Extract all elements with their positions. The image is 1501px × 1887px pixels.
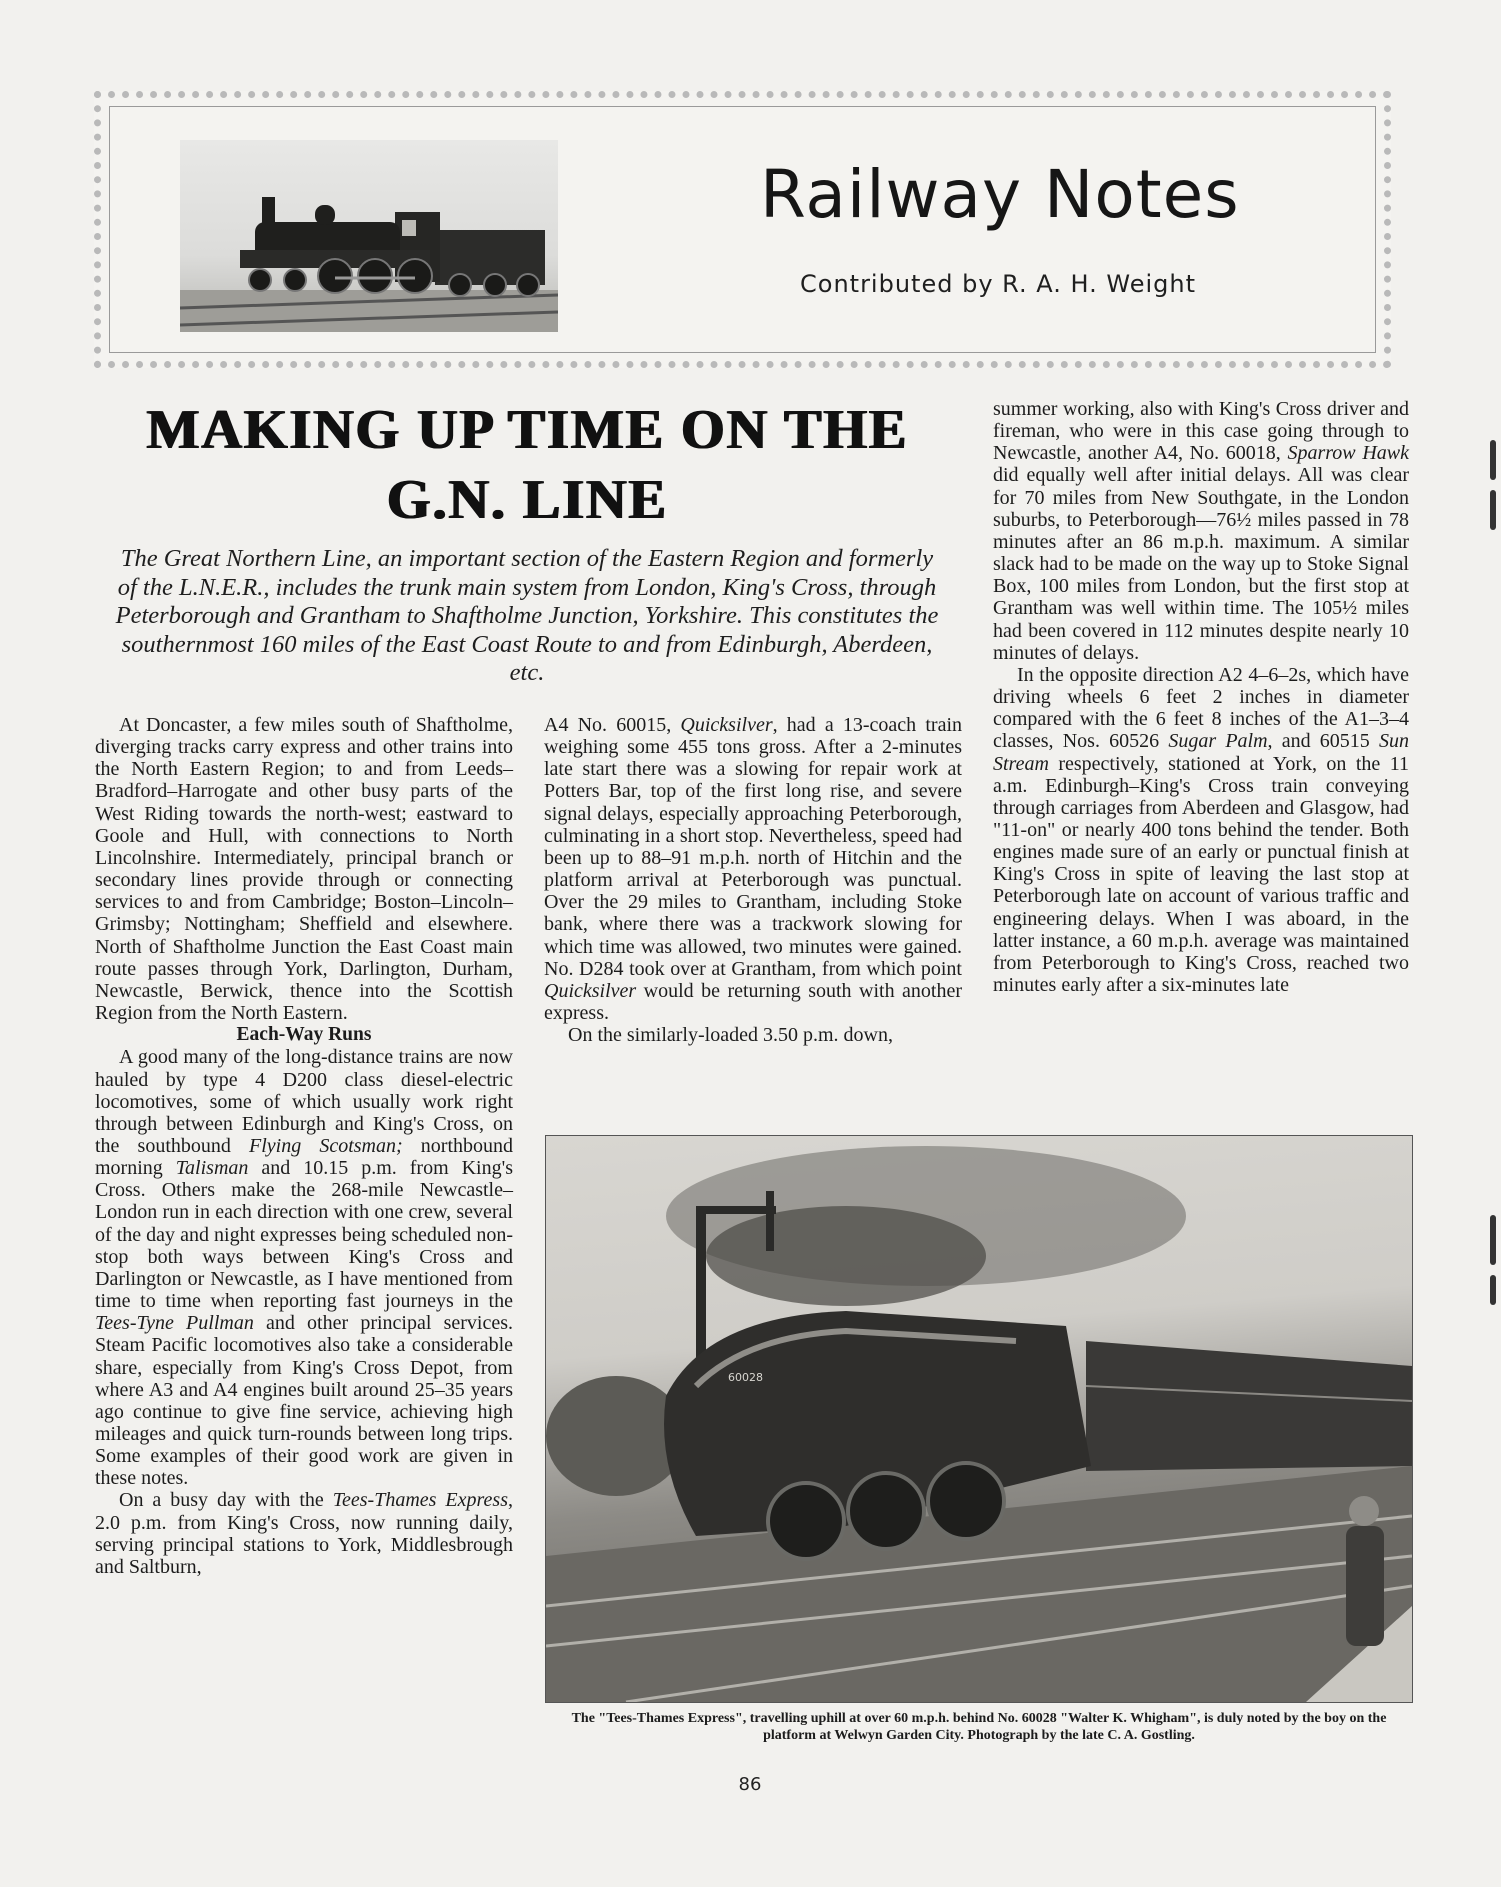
locomotive-illustration [180, 140, 558, 332]
headline-line-1: MAKING UP TIME ON THE [146, 399, 909, 461]
subheading-each-way-runs: Each-Way Runs [236, 1024, 372, 1046]
header-inner-frame [109, 106, 1376, 353]
column-1-paragraph-1: At Doncaster, a few miles south of Shaftholme, diverging tracks carry express and other trains into the North Eastern Region; to and from Leeds–Bradford–Harrogate and other busy parts of the West Riding towards the north-west; eastward to Goole and Hull, with connections to North Lincolnshire. Intermediately, principal branch or secondary lines provide through or connecting services to and from Cambridge; Boston–Lincoln–Grimsby; Nottingham; Sheffield and elsewhere. North of Shaftholme Junction the East Coast main route passes through York, Darlington, Durham, Newcastle, Berwick, thence into the Scottish Region from the North Eastern. [95, 714, 513, 1025]
byline: Contributed by R. A. H. Weight [800, 270, 1196, 298]
article-column-3 [993, 398, 1409, 996]
article-headline [110, 395, 945, 535]
train-photograph [545, 1135, 1413, 1703]
locomotive-header-photo [180, 140, 558, 332]
column-3-paragraph-2: In the opposite direction A2 4–6–2s, which have driving wheels 6 feet 2 inches in diameter compared with the 6 feet 8 inches of the A1–3–4 classes, Nos. 60526 Sugar Palm, and 60515 Sun Stream respectively, stationed at York, on the 11 a.m. Edinburgh–King's Cross train conveying through carriages from Aberdeen and Glasgow, had "11-on" or nearly 400 tons behind the tender. Both engines made sure of an early or punctual finish at King's Cross in spite of leaving the last stop at Peterborough late on account of various traffic and engineering delays. When I was aboard, in the latter instance, a 60 m.p.h. average was maintained from Peterborough to King's Cross, reached two minutes early after a six-minutes late [993, 663, 1409, 997]
locomotive-number: 60028 [728, 1371, 763, 1384]
headline-line-2: G.N. LINE [387, 469, 668, 531]
photo-caption: The "Tees-Thames Express", travelling uphill at over 60 m.p.h. behind No. 60028 "Walter K. Whigham", is duly noted by the boy on the platform at Welwyn Garden City. Photograph by the late C. A. Gostling. [571, 1711, 1387, 1743]
scan-margin-mark [1490, 490, 1496, 530]
scan-margin-mark [1490, 440, 1496, 480]
column-2-paragraph-2: On the similarly-loaded 3.50 p.m. down, [568, 1024, 893, 1047]
section-title: Railway Notes [760, 156, 1240, 233]
page-number: 86 [738, 1774, 762, 1795]
column-1-paragraph-3: On a busy day with the Tees-Thames Express, 2.0 p.m. from King's Cross, now running daily, serving principal stations to York, Middlesbrough and Saltburn, [95, 1489, 513, 1578]
column-1-paragraph-2: A good many of the long-distance trains are now hauled by type 4 D200 class diesel-electric locomotives, some of which usually work right through between Edinburgh and King's Cross, on the southbound Flying Scotsman; northbound morning Talisman and 10.15 p.m. from King's Cross. Others make the 268-mile Newcastle–London run in each direction with one crew, several of the day and night expresses being scheduled non-stop both ways between King's Cross and Darlington or Newcastle, as I have mentioned from time to time when reporting fast journeys in the Tees-Tyne Pullman and other principal services. Steam Pacific locomotives also take a considerable share, especially from King's Cross Depot, from where A3 and A4 engines built around 25–35 years ago continue to give fine service, achieving high mileages and quick turn-rounds between long trips. Some examples of their good work are given in these notes. [95, 1046, 514, 1490]
article-intro: The Great Northern Line, an important section of the Eastern Region and formerly of the L.N.E.R., includes the trunk main system from London, King's Cross, through Peterborough and Grantham to Shaftholme Junction, Yorkshire. This constitutes the southernmost 160 miles of the East Coast Route to and from Edinburgh, Aberdeen, etc. [115, 545, 939, 686]
article-column-1 [95, 714, 513, 1578]
article-column-2 [544, 714, 962, 1046]
header-box [94, 91, 1391, 368]
scan-margin-mark [1490, 1275, 1496, 1305]
train-photo-illustration [546, 1136, 1412, 1702]
scan-margin-mark [1490, 1215, 1496, 1265]
column-3-paragraph-1: summer working, also with King's Cross driver and fireman, who were in this case going through to Newcastle, another A4, No. 60018, Sparrow Hawk did equally well after initial delays. All was clear for 70 miles from New Southgate, in the London suburbs, to Peterborough—76½ miles passed in 78 minutes after an 86 m.p.h. maximum. A similar slack had to be made on the way up to Stoke Signal Box, 100 miles from London, but the first stop at Grantham was well within time. The 105½ miles had been covered in 112 minutes despite nearly 10 minutes of delays. [993, 398, 1409, 664]
column-2-paragraph-1: A4 No. 60015, Quicksilver, had a 13-coach train weighing some 455 tons gross. After a 2-minutes late start there was a slowing for repair work at Potters Bar, top of the first long rise, and severe signal delays, especially approaching Peterborough, culminating in a short stop. Nevertheless, speed had been up to 88–91 m.p.h. north of Hitchin and the platform arrival at Peterborough was punctual. Over the 29 miles to Grantham, including Stoke bank, where there was a trackwork slowing for which time was allowed, two minutes were gained. No. D284 took over at Grantham, from which point Quicksilver would be returning south with another express. [544, 714, 963, 1025]
